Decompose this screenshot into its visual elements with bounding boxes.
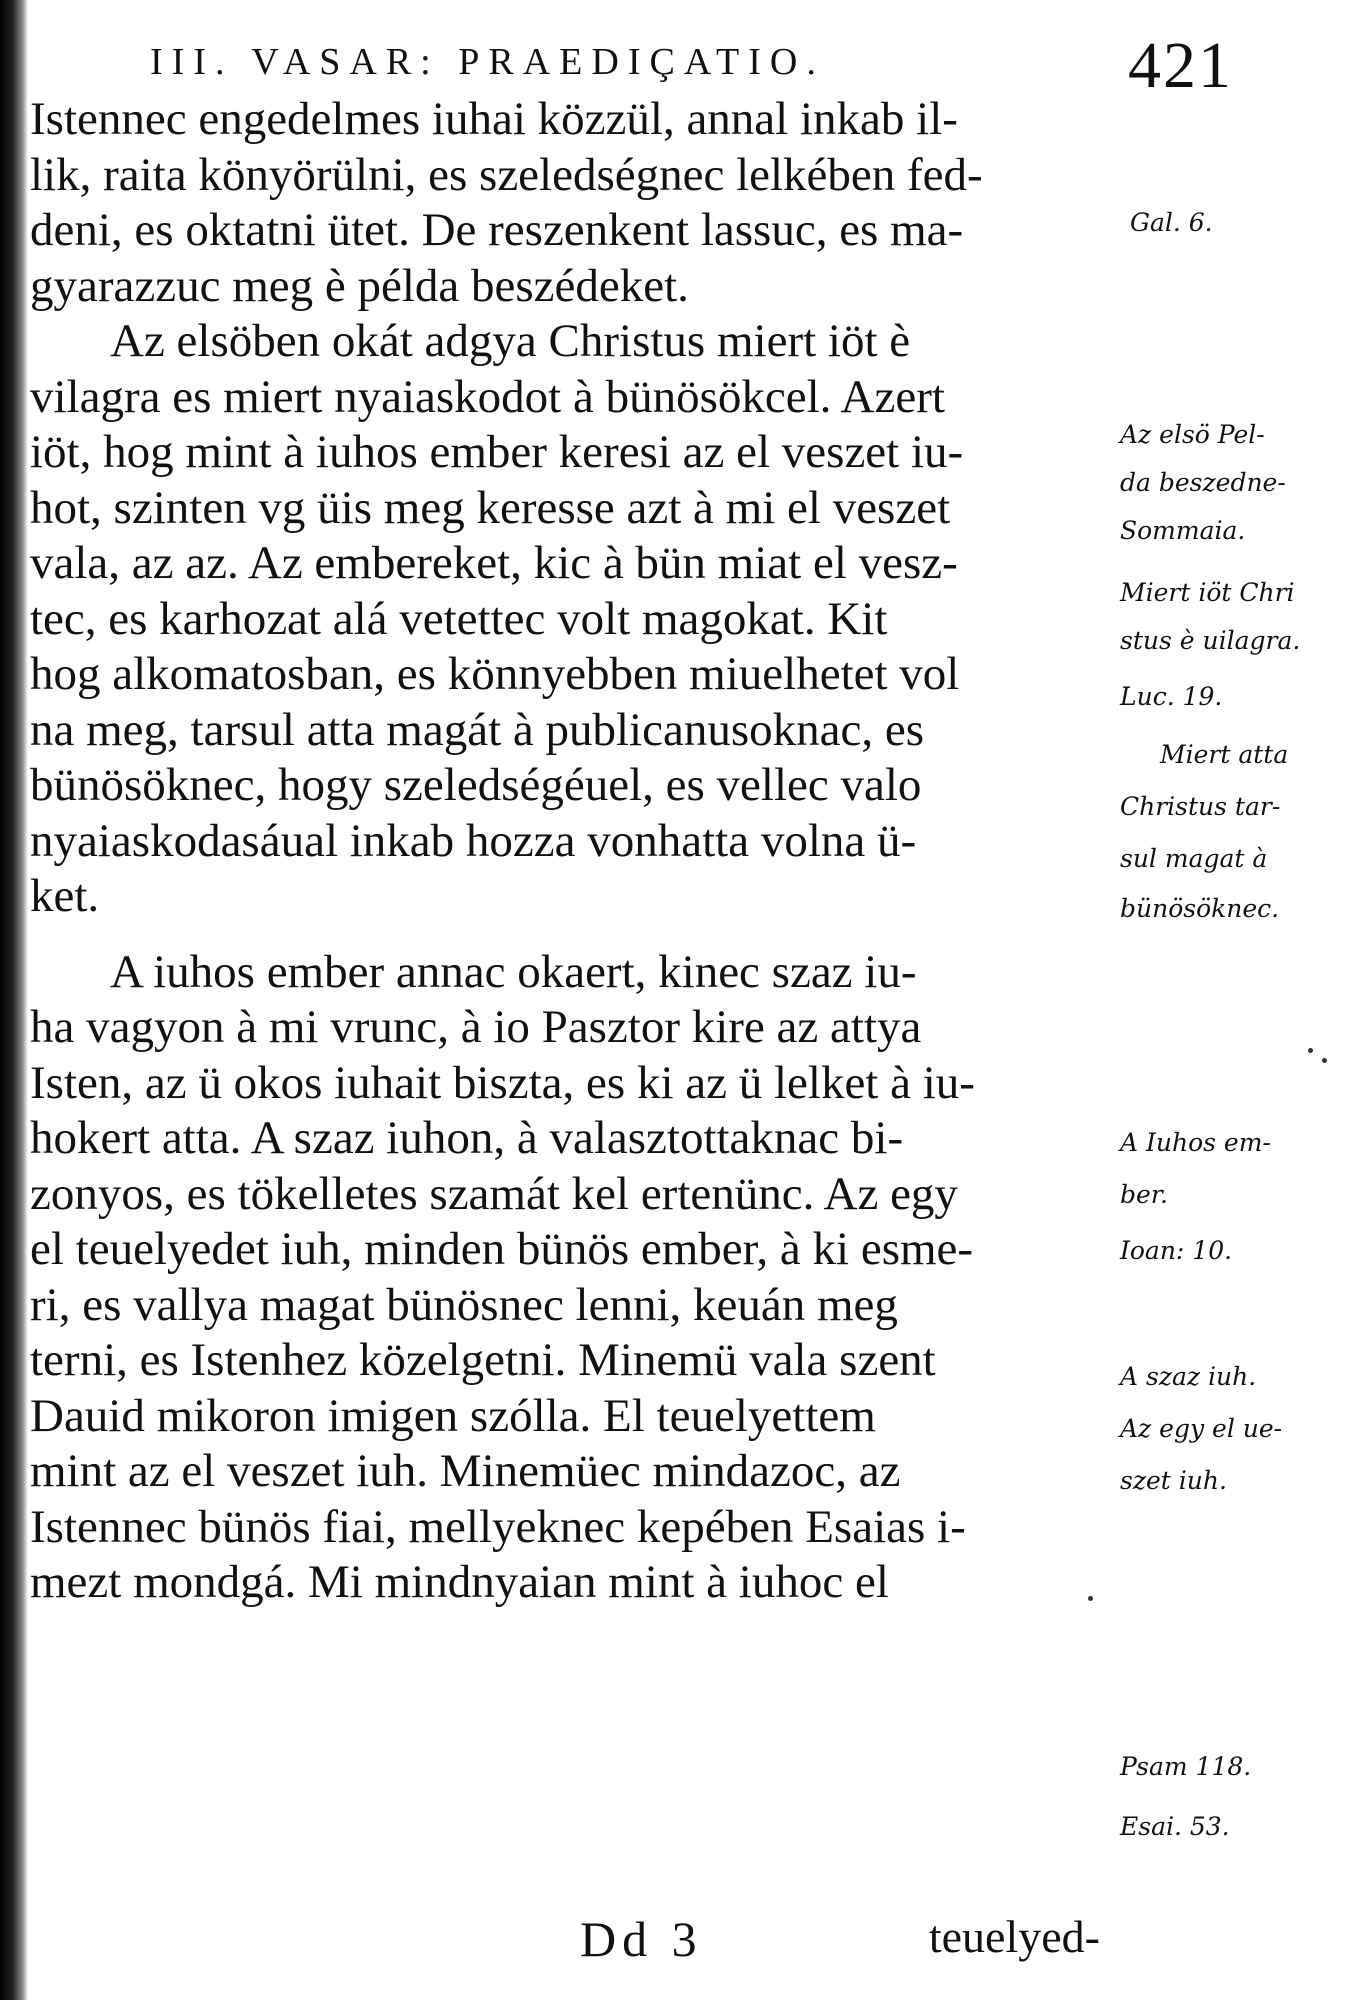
margin-note: bünösöknec. — [1120, 894, 1280, 923]
text-line: hokert atta. A szaz iuhon, à valasztottaknac bi- — [30, 1112, 904, 1164]
text-line: Isten, az ü okos iuhait biszta, es ki az ü lelket à iu- — [30, 1056, 975, 1109]
text-line: nyaiaskodasáual inkab hozza vonhatta volna ü- — [30, 814, 917, 867]
paragraph-gap — [30, 925, 1108, 945]
text-line: gyarazzuc meg è példa beszédeket. — [30, 259, 689, 312]
margin-note: Christus tar- — [1120, 792, 1281, 821]
margin-note: Miert iöt Chri — [1120, 578, 1295, 607]
text-line: Istennec bünös fiai, mellyeknec kepében Esaias i- — [30, 1500, 966, 1553]
text-line: vala, az az. Az embereket, kic à bün miat el vesz- — [30, 537, 958, 589]
signature-mark: Dd 3 — [580, 1911, 703, 1967]
text-line: Az elsöben okát adgya Christus miert iöt è — [110, 315, 911, 367]
page-number: 421 — [1128, 29, 1233, 102]
margin-note: Sommaia. — [1120, 516, 1246, 545]
text-line: ket. — [30, 870, 100, 922]
margin-note: da beszedne- — [1120, 468, 1286, 497]
margin-note: Luc. 19. — [1120, 682, 1223, 711]
ink-speck — [1322, 1058, 1327, 1063]
text-line: Dauid mikoron imigen szólla. El teuelyettem — [30, 1389, 876, 1442]
margin-note: Ioan: 10. — [1120, 1236, 1233, 1265]
text-line: iöt, hog mint à iuhos ember keresi az el veszet iu- — [30, 426, 964, 478]
text-line: A iuhos ember annac okaert, kinec szaz iu- — [110, 945, 917, 998]
margin-note: ber. — [1120, 1180, 1168, 1209]
margin-note: Miert atta — [1160, 740, 1289, 769]
margin-note: Az egy el ue- — [1120, 1414, 1283, 1443]
catchword: teuelyed- — [928, 1911, 1100, 1962]
text-line: hot, szinten vg üis meg keresse azt à mi el veszet — [30, 481, 951, 534]
margin-note: Az elsö Pel- — [1120, 420, 1265, 449]
text-line: tec, es karhozat alá vetettec volt magokat. Kit — [30, 592, 888, 645]
margin-note: szet iuh. — [1120, 1466, 1227, 1495]
text-line: deni, es oktatni ütet. De reszenkent lassuc, es ma- — [30, 204, 964, 256]
running-head: III. VASAR: PRAEDIÇATIO. — [150, 41, 825, 83]
text-line: vilagra es miert nyaiaskodot à bünösökcel. Azert — [30, 370, 945, 423]
ink-speck — [1088, 1596, 1093, 1601]
text-line: ri, es vallya magat bünösnec lenni, keuán meg — [30, 1278, 898, 1331]
text-line: ha vagyon à mi vrunc, à io Pasztor kire az attya — [30, 1001, 922, 1053]
text-line: mint az el veszet iuh. Minemüec mindazoc, az — [30, 1445, 901, 1497]
text-line: Istennec engedelmes iuhai közzül, annal inkab il- — [30, 93, 958, 145]
text-line: el teuelyedet iuh, minden bünös ember, à ki esme- — [30, 1223, 974, 1275]
text-line: lik, raita könyörülni, es szeledségnec lelkében fed- — [30, 148, 983, 201]
text-line: terni, es Istenhez közelgetni. Minemü vala szent — [30, 1334, 936, 1386]
text-line: bünösöknec, hogy szeledségéuel, es vellec valo — [30, 759, 922, 811]
body-text — [30, 92, 1108, 1611]
margin-note: Gal. 6. — [1130, 208, 1213, 237]
text-line: mezt mondgá. Mi mindnyaian mint à iuhoc el — [30, 1556, 889, 1608]
ink-speck — [1308, 1048, 1313, 1053]
text-line: na meg, tarsul atta magát à publicanusoknac, es — [30, 703, 924, 756]
margin-note: A szaz iuh. — [1120, 1362, 1257, 1391]
margin-note: Psam 118. — [1120, 1752, 1252, 1781]
margin-note: Esai. 53. — [1120, 1812, 1230, 1841]
margin-note: A Iuhos em- — [1120, 1128, 1271, 1157]
text-line: zonyos, es tökelletes szamát kel ertenünc. Az egy — [30, 1167, 958, 1220]
margin-note: sul magat à — [1120, 844, 1268, 873]
text-line: hog alkomatosban, es könnyebben miuelhetet vol — [30, 648, 960, 700]
margin-note: stus è uilagra. — [1120, 626, 1301, 655]
